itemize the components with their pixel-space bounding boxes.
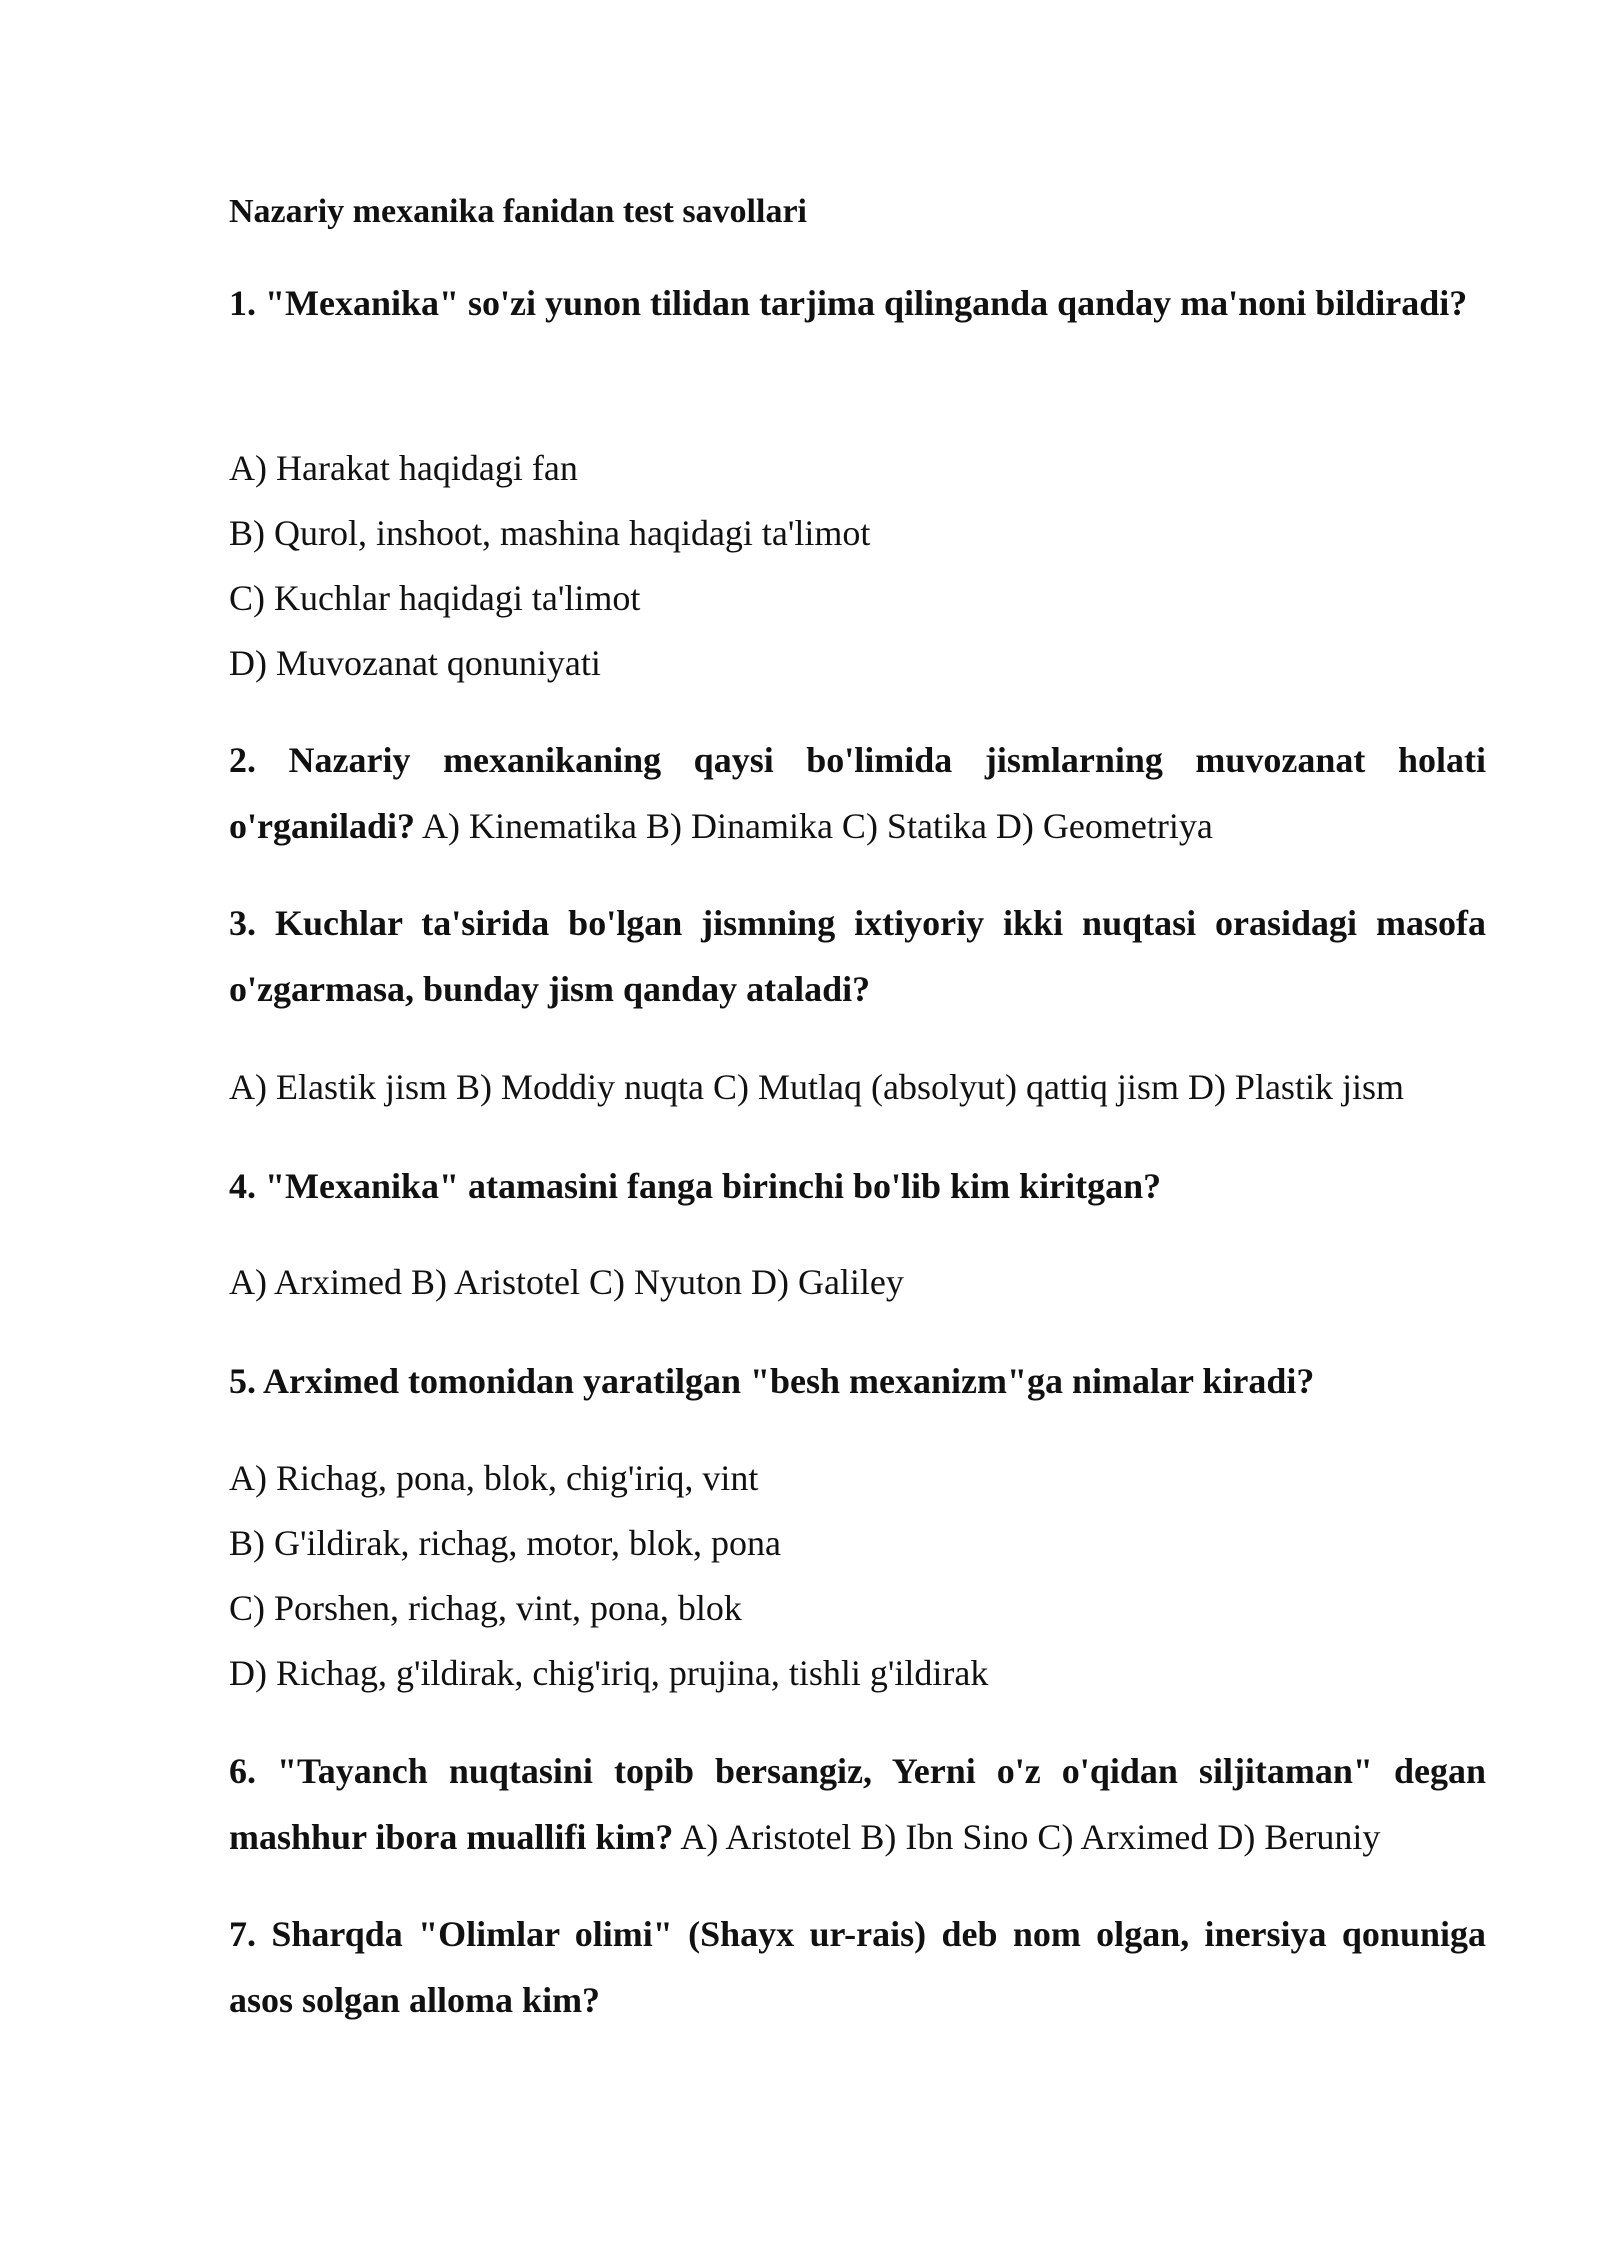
question-1-options bbox=[229, 436, 1486, 696]
question-2-text bbox=[229, 727, 1486, 859]
question-1-option-d: D) Muvozanat qonuniyati bbox=[229, 643, 601, 683]
question-1-text: 1. "Mexanika" so'zi yunon tilidan tarjima qilinganda qanday ma'noni bildiradi? bbox=[229, 283, 1468, 323]
question-5-option-b: B) G'ildirak, richag, motor, blok, pona bbox=[229, 1523, 781, 1563]
question-7-text: 7. Sharqda "Olimlar olimi" (Shayx ur-rais) deb nom olgan, inersiya qonuniga asos solgan alloma kim? bbox=[229, 1914, 1486, 2020]
question-6 bbox=[229, 1738, 1486, 1870]
question-3 bbox=[229, 890, 1486, 1022]
question-6-text bbox=[229, 1738, 1486, 1870]
question-1 bbox=[229, 270, 1486, 336]
question-5 bbox=[229, 1348, 1486, 1414]
question-7 bbox=[229, 1901, 1486, 2033]
question-5-text: 5. Arximed tomonidan yaratilgan "besh mexanizm"ga nimalar kiradi? bbox=[229, 1361, 1315, 1401]
question-4-options-line: A) Arximed B) Aristotel C) Nyuton D) Galiley bbox=[229, 1262, 904, 1302]
question-3-options bbox=[229, 1055, 1486, 1120]
question-5-option-d: D) Richag, g'ildirak, chig'iriq, prujina, tishli g'ildirak bbox=[229, 1653, 989, 1693]
question-6-options: A) Aristotel B) Ibn Sino C) Arximed D) Beruniy bbox=[673, 1817, 1381, 1857]
question-6-prompt: 6. "Tayanch nuqtasini topib bersangiz, Yerni o'z o'qidan siljitaman" degan mashhur ibora muallifi kim? bbox=[229, 1751, 1486, 1857]
question-5-options bbox=[229, 1446, 1486, 1706]
question-3-options-line: A) Elastik jism B) Moddiy nuqta C) Mutlaq (absolyut) qattiq jism D) Plastik jism bbox=[229, 1067, 1404, 1107]
question-5-option-a: A) Richag, pona, blok, chig'iriq, vint bbox=[229, 1458, 759, 1498]
question-1-option-c: C) Kuchlar haqidagi ta'limot bbox=[229, 578, 641, 618]
question-3-text: 3. Kuchlar ta'sirida bo'lgan jismning ixtiyoriy ikki nuqtasi orasidagi masofa o'zgarmasa, bunday jism qanday ataladi? bbox=[229, 903, 1486, 1009]
question-2 bbox=[229, 727, 1486, 859]
question-2-prompt: 2. Nazariy mexanikaning qaysi bo'limida jismlarning muvozanat holati o'rganiladi? bbox=[229, 740, 1486, 846]
question-2-options: A) Kinematika B) Dinamika C) Statika D) Geometriya bbox=[415, 806, 1213, 846]
question-1-option-a: A) Harakat haqidagi fan bbox=[229, 448, 578, 488]
question-4-text: 4. "Mexanika" atamasini fanga birinchi bo'lib kim kiritgan? bbox=[229, 1166, 1162, 1206]
question-1-option-b: B) Qurol, inshoot, mashina haqidagi ta'limot bbox=[229, 513, 871, 553]
question-4-options bbox=[229, 1250, 1486, 1315]
question-5-option-c: C) Porshen, richag, vint, pona, blok bbox=[229, 1588, 742, 1628]
document-title: Nazariy mexanika fanidan test savollari bbox=[229, 193, 807, 230]
question-4 bbox=[229, 1153, 1486, 1219]
